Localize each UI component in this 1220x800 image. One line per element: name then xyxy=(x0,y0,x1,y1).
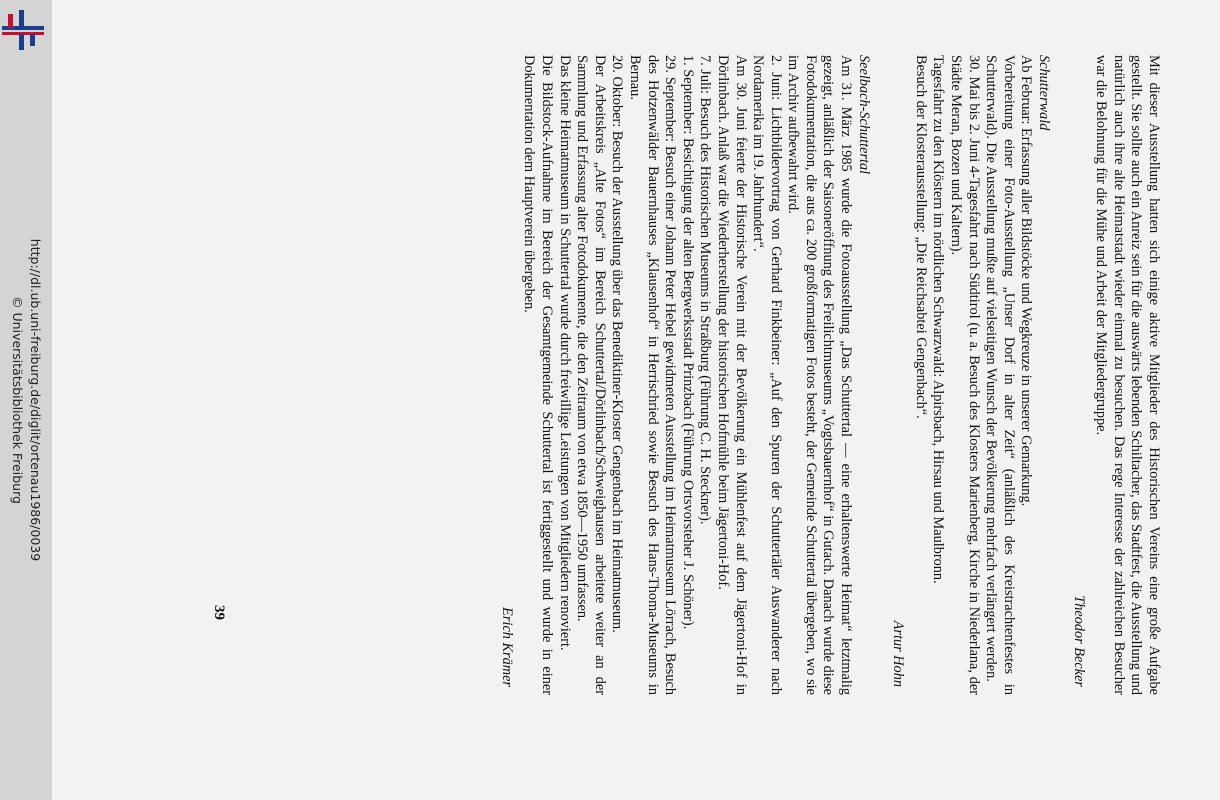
seelbach-line: 2. Juni: Lichtbildervortrag von Gerhard Finkbeiner: „Auf den Spuren der Schuttertäler Auswanderer nach Nordamerika im 19. Jahrhundert“. xyxy=(750,55,784,695)
seelbach-line: 20. Oktober: Besuch der Ausstellung über das Benediktiner-Kloster Gengenbach im Heimatmuseum. xyxy=(609,55,626,633)
seelbach-line: 7. Juli: Besuch des Historischen Museums in Straßburg (Führung C. H. Steckner). xyxy=(697,55,714,525)
seelbach-line: Die Bildstock-Aufnahme im Bereich der Gesamtgemeinde Schuttertal ist fertiggestellt und wurde in einer Dokumentation dem Hauptverein übergeben. xyxy=(521,55,555,695)
copyright-notice: © Universitätsbibliothek Freiburg xyxy=(10,296,25,504)
viewer-sidebar xyxy=(0,0,52,800)
schutterwald-line: 30. Mai bis 2. Juni 4-Tagesfahrt nach Südtirol (u. a. Besuch des Klosters Marienberg, Kirche in Niederlana, der Städte Meran, Bozen und Kaltern). xyxy=(948,55,982,695)
seelbach-line: Am 30. Juni feierte der Historische Verein mit der Bevölkerung ein Mühlenfest auf dem Jägertoni-Hof in Dörlinbach. Anlaß war die Wiederherstellung der historischen Hofmühle beim Jägertoni-Hof. xyxy=(714,55,749,695)
schutterwald-line: Ab Februar: Erfassung aller Bildstöcke und Wegkreuze in unserer Gemarkung. xyxy=(1018,55,1035,507)
seelbach-line: Am 31. März 1985 wurde die Fotoausstellung „Das Schuttertal — eine erhaltenswerte Heimat“ letztmalig gezeigt, anläßlich der Saisoneröffnung des Freilichtmuseums „Vogtsbauernhof“ in Gutach. Danach wurde diese Fotodokumentation, die aus ca. 200 großformatigen Fotos besteht, der Gemeinde Schuttertal übergeben, wo sie im Archiv aufbewahrt wird. xyxy=(785,55,855,695)
section-heading-schutterwald: Schutterwald xyxy=(1036,55,1053,131)
seelbach-line: Der Arbeitskreis „Alte Fotos“ im Bereich Schuttertal/Dörlinbach/Schweighausen arbeitete weiter an der Sammlung und Erfassung alter Fotodokumente, die den Zeitraum von etwa 1850—1950 umfassen. xyxy=(574,55,608,695)
author-theodor-becker: Theodor Becker xyxy=(1070,595,1087,687)
author-erich-kraemer: Erich Krämer xyxy=(498,607,515,687)
schutterwald-line: Vorbereitung einer Foto-Ausstellung „Unser Dorf in alter Zeit“ (anläßlich des Kreistrachtenfestes in Schutterwald). Die Ausstellung mußte auf vielseitigen Wunsch der Bevölkerung mehrfach verlängert werden. xyxy=(983,55,1017,695)
library-logo-icon xyxy=(2,8,44,52)
intro-paragraph: Mit dieser Ausstellung hatten sich einige aktive Mitglieder des Historischen Vereins eine große Aufgabe gestellt. Sie sollte auch ein Anreiz sein für die auswärts lebenden Schiltacher, das Stadtfest, die Ausstellung und natürlich auch ihre alte Heimatstadt wieder einmal zu besuchen. Das rege Interesse der zahlreichen Besucher war die Belohnung für die Mühe und Arbeit der Mitgliedergruppe. xyxy=(1093,55,1162,695)
seelbach-line: 1. September: Besichtigung der alten Bergwerksstadt Prinzbach (Führung Ortsvorsteher J. Schöner). xyxy=(679,55,696,630)
section-heading-seelbach-schuttertal: Seelbach-Schuttertal xyxy=(855,55,872,175)
seelbach-line: Das kleine Heimatmuseum in Schuttertal wurde durch freiwillige Leistungen von Mitgliedern renoviert. xyxy=(556,55,573,651)
source-url-link[interactable]: http://dl.ub.uni-freiburg.de/diglit/ortenau1986/0039 xyxy=(28,238,43,562)
rotated-page-content xyxy=(102,55,1162,695)
page-text xyxy=(497,55,1162,695)
page-number: 39 xyxy=(211,605,227,620)
author-artur-hohn: Artur Hohn xyxy=(890,620,907,687)
seelbach-line: 29. September: Besuch einer Johann Peter Hebel gewidmeten Ausstellung im Heimatmuseum Lörrach, Besuch des Hotzenwälder Bauernhauses „Klausenhof“ in Herrischried sowie Besuch des Hans-Thoma-Museums in Bernau. xyxy=(626,55,679,695)
schutterwald-line: Tagesfahrt zu den Klöstern im nördlichen Schwarzwald: Alpirsbach, Hirsau und Maulbronn. xyxy=(930,55,947,584)
schutterwald-line: Besuch der Klosterausstellung: „Die Reichsabtei Gengenbach“. xyxy=(912,55,929,419)
scanned-page xyxy=(52,0,1220,800)
source-attribution xyxy=(8,239,44,561)
